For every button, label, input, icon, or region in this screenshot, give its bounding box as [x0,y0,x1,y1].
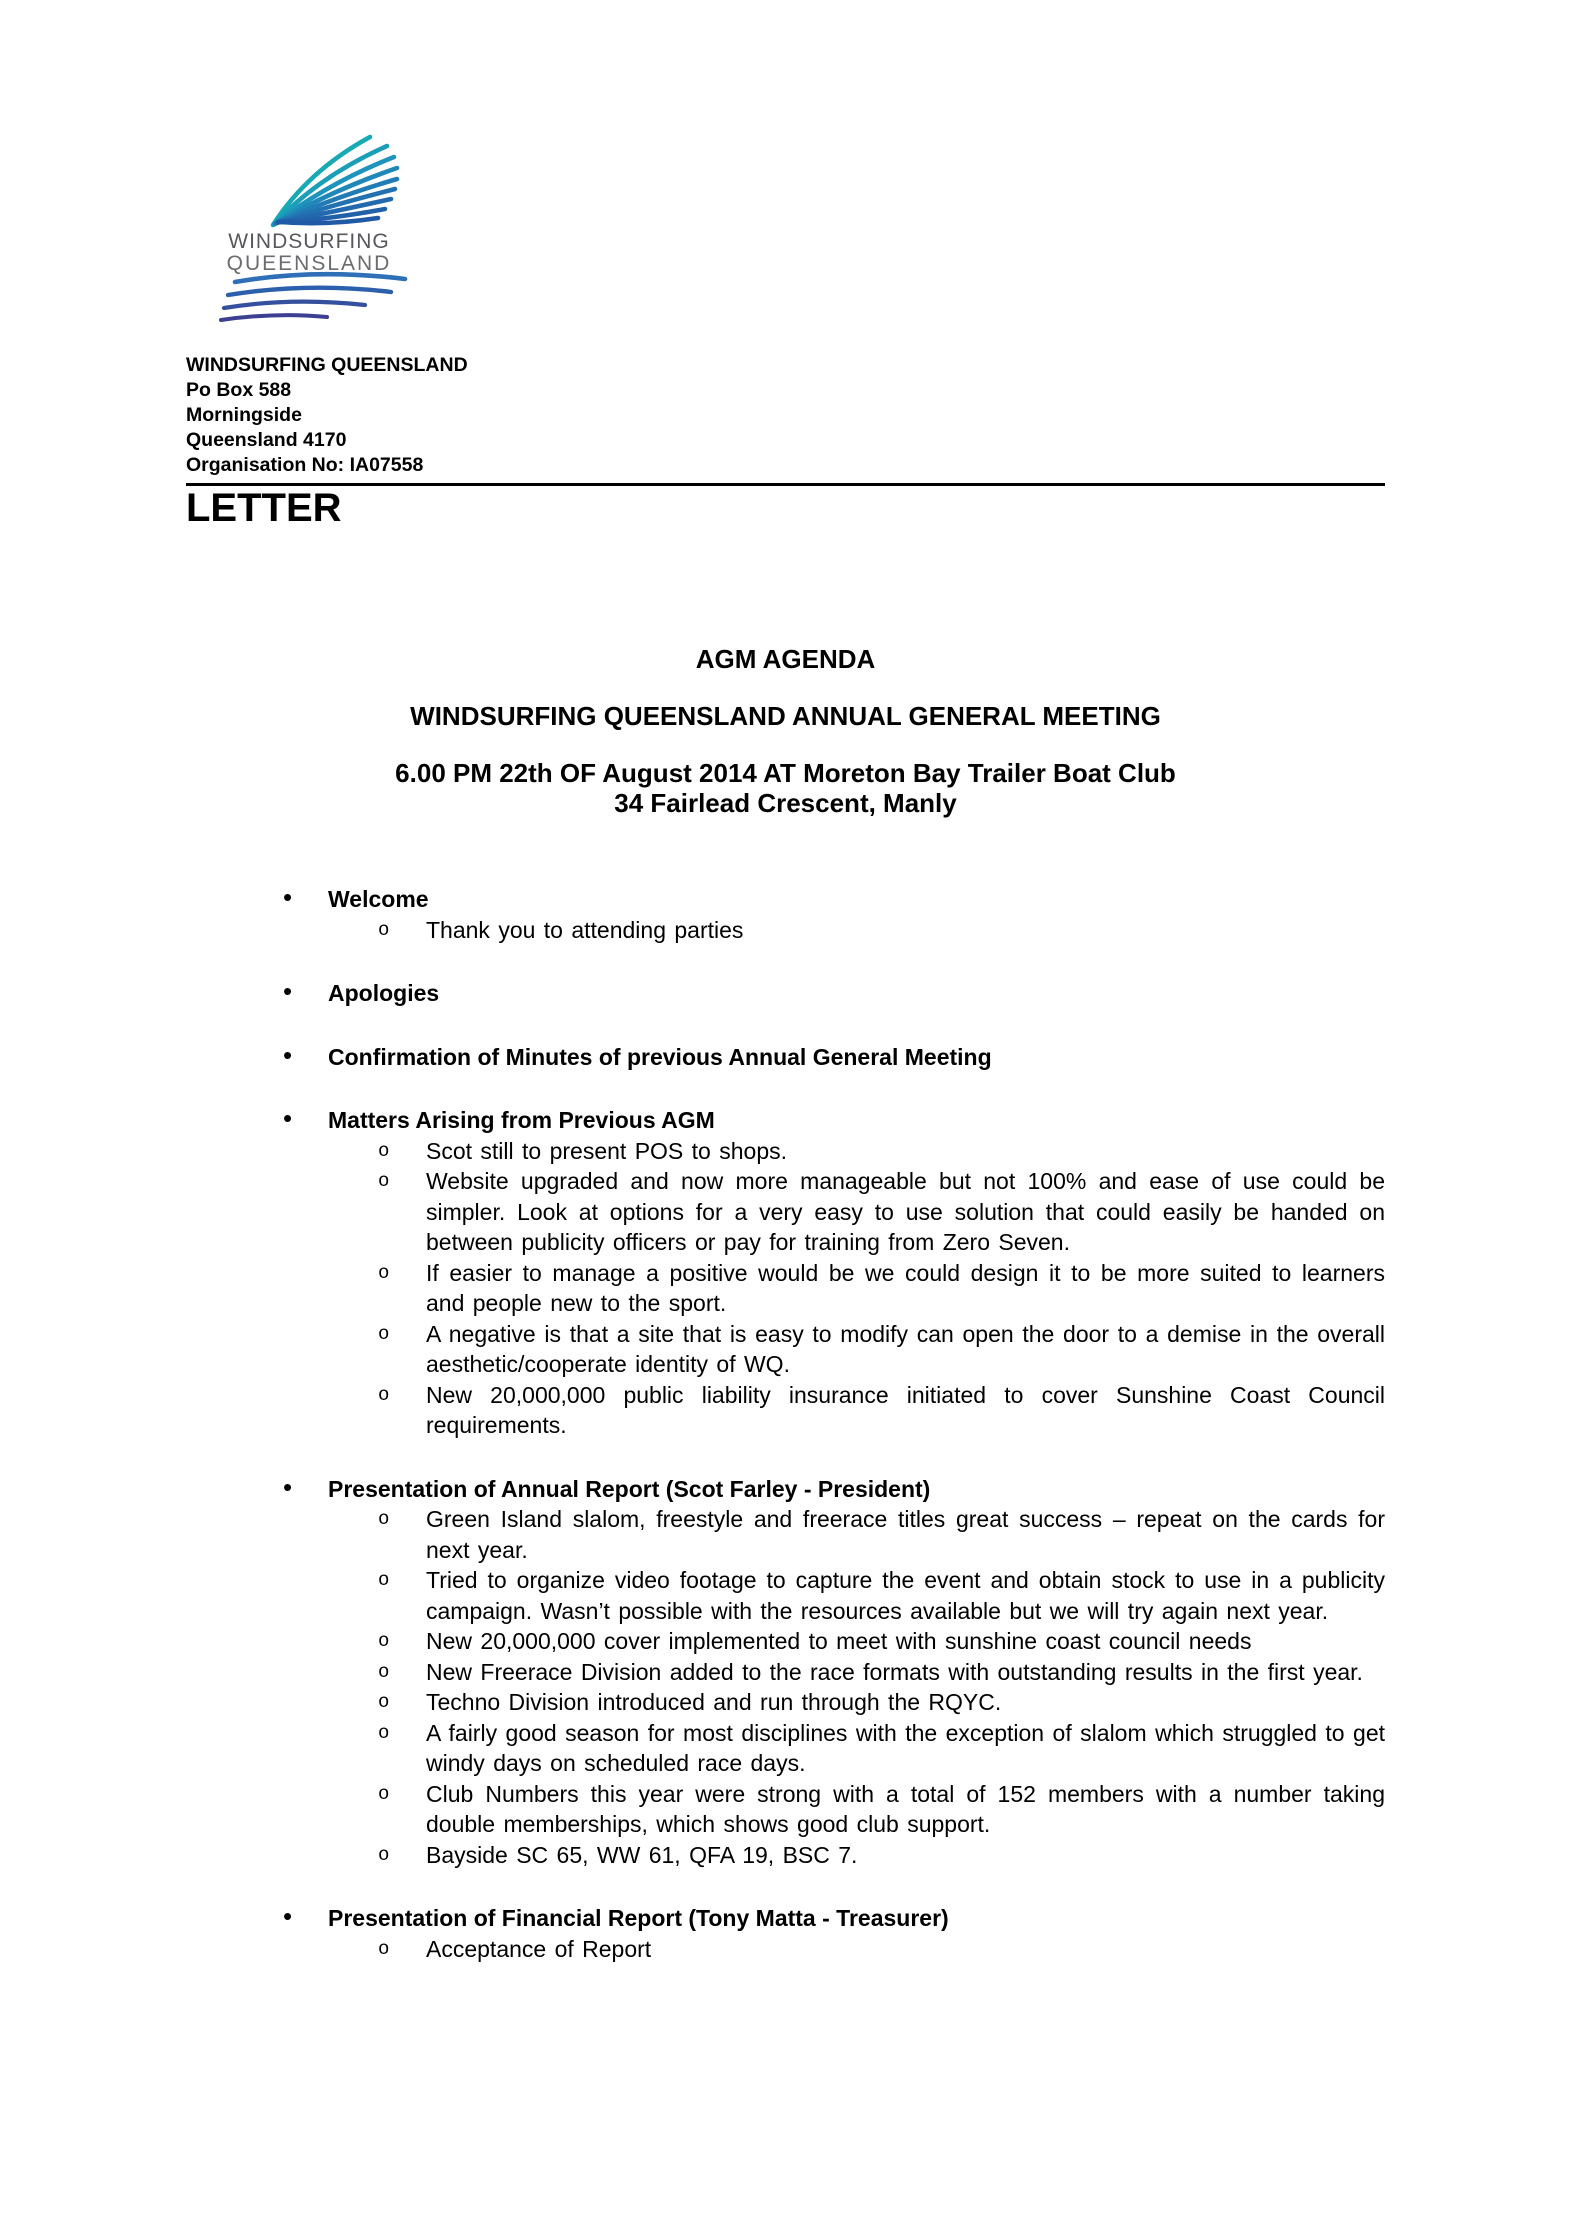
circle-bullet-icon: o [378,1170,390,1192]
agenda-sub-item-text: Green Island slalom, freestyle and freerace titles great success – repeat on the cards for next year. [426,1506,1385,1563]
agenda-item [186,1471,1385,1505]
letterhead [186,353,1385,530]
agenda-sub-item [186,1504,1385,1565]
agenda-list [186,884,1385,1964]
agenda-sub-item-text: Bayside SC 65, WW 61, QFA 19, BSC 7. [426,1841,858,1868]
water-stripes [221,274,405,320]
agenda-sub-item [186,1136,1385,1167]
circle-bullet-icon: o [378,1660,390,1683]
agenda-sub-item [186,1934,1385,1965]
address-line-po-box: Po Box 588 [186,379,292,401]
org-logo [215,115,445,345]
agenda-sub-item [186,1779,1385,1840]
agenda-section [186,1471,1385,1871]
circle-bullet-icon: o [378,1508,390,1530]
agenda-sub-item [186,1840,1385,1871]
agenda-item [186,1105,1385,1136]
agenda-sub-items [186,1136,1385,1441]
agenda-sub-item-text: A fairly good season for most disciplines with the exception of slalom which struggled to get windy days on scheduled race days. [426,1719,1385,1776]
agenda-item-title: Presentation of Financial Report (Tony Matta - Treasurer) [328,1905,949,1931]
agenda-item [186,884,1385,915]
circle-bullet-icon: o [378,1721,390,1744]
circle-bullet-icon: o [378,1139,390,1162]
agenda-item-title: Matters Arising from Previous AGM [328,1107,715,1133]
agenda-sub-item-text: If easier to manage a positive would be we could design it to be more suited to learners and people new to the sport. [426,1259,1385,1316]
agenda-sub-items [186,1934,1385,1965]
agenda-sub-item-text: New 20,000,000 cover implemented to meet with sunshine coast council needs [426,1628,1252,1654]
agenda-sub-item [186,1718,1385,1779]
agenda-section [186,1903,1385,1964]
agenda-sub-item-text: New Freerace Division added to the race formats with outstanding results in the first year. [426,1658,1363,1685]
bullet-icon: • [283,882,293,912]
logo-windsurfing-text: WINDSURFING [228,230,390,253]
circle-bullet-icon: o [378,1937,390,1960]
circle-bullet-icon: o [378,1630,390,1652]
circle-bullet-icon: o [378,1261,390,1284]
agenda-sub-item-text: Tried to organize video footage to capture the event and obtain stock to use in a publicity campaign. Wasn’t possible with the resources available but we will try again next year. [426,1567,1385,1624]
agenda-item [186,1903,1385,1934]
agenda-heading: AGM AGENDA [695,644,876,674]
meeting-details [186,758,1385,818]
document-type-heading: LETTER [186,486,342,530]
circle-bullet-icon: o [378,1782,390,1805]
agenda-sub-items [186,915,1385,946]
agenda-sub-item-text: A negative is that a site that is easy to modify can open the door to a demise in the overall aesthetic/cooperate identity of WQ. [426,1320,1385,1377]
meeting-heading: WINDSURFING QUEENSLAND ANNUAL GENERAL MEETING [410,701,1161,731]
agenda-sub-item [186,1166,1385,1258]
bullet-icon: • [283,1039,293,1070]
agenda-sub-item-text: Club Numbers this year were strong with a total of 152 members with a number taking double memberships, which shows good club support. [426,1780,1385,1837]
title-block [186,644,1385,818]
agenda-sub-item [186,1380,1385,1441]
agenda-sub-item [186,1319,1385,1380]
agenda-item-title: Presentation of Annual Report (Scot Farley - President) [328,1475,931,1502]
agenda-section [186,978,1385,1009]
address-line-suburb: Morningside [186,404,302,426]
address-line-org-no: Organisation No: IA07558 [186,454,424,476]
meeting-location: 34 Fairlead Crescent, Manly [614,788,957,818]
agenda-item-title: Welcome [328,886,429,912]
agenda-item-title: Confirmation of Minutes of previous Annual General Meeting [328,1043,992,1070]
agenda-sub-item-text: Scot still to present POS to shops. [426,1137,787,1164]
agenda-section [186,884,1385,945]
logo-wordmark [215,231,403,275]
agenda-sub-item-text: Thank you to attending parties [426,916,744,943]
circle-bullet-icon: o [378,1322,390,1345]
bullet-icon: • [283,1901,293,1931]
bullet-icon: • [283,976,293,1006]
circle-bullet-icon: o [378,1383,390,1406]
agenda-item-title: Apologies [328,980,440,1006]
circle-bullet-icon: o [378,1843,390,1866]
address-line-state: Queensland 4170 [186,429,347,451]
agenda-sub-item [186,915,1385,946]
logo-queensland-text: QUEENSLAND [226,252,392,275]
meeting-datetime: 6.00 PM 22th OF August 2014 AT Moreton Bay Trailer Boat Club [395,758,1176,788]
agenda-section [186,1039,1385,1073]
agenda-sub-item-text: Website upgraded and now more manageable but not 100% and ease of use could be simpler. Look at options for a very easy to use solution that could easily be handed on between publicity officers or pay for training from Zero Seven. [426,1168,1385,1255]
circle-bullet-icon: o [378,1691,390,1713]
org-name: WINDSURFING QUEENSLAND [186,354,468,376]
agenda-item [186,978,1385,1009]
agenda-sub-item [186,1258,1385,1319]
agenda-sub-item [186,1687,1385,1718]
agenda-sub-item [186,1626,1385,1657]
agenda-item [186,1039,1385,1073]
bullet-icon: • [283,1471,293,1502]
agenda-sub-item [186,1657,1385,1688]
circle-bullet-icon: o [378,918,390,941]
agenda-sub-item-text: Techno Division introduced and run through the RQYC. [426,1689,1002,1715]
circle-bullet-icon: o [378,1569,390,1591]
agenda-section [186,1105,1385,1441]
agenda-sub-item-text: Acceptance of Report [426,1935,652,1962]
agenda-sub-item [186,1565,1385,1626]
bullet-icon: • [283,1103,293,1133]
agenda-sub-item-text: New 20,000,000 public liability insurance initiated to cover Sunshine Coast Council requirements. [426,1381,1385,1438]
agenda-sub-items [186,1504,1385,1870]
sail-stripes [273,137,397,225]
